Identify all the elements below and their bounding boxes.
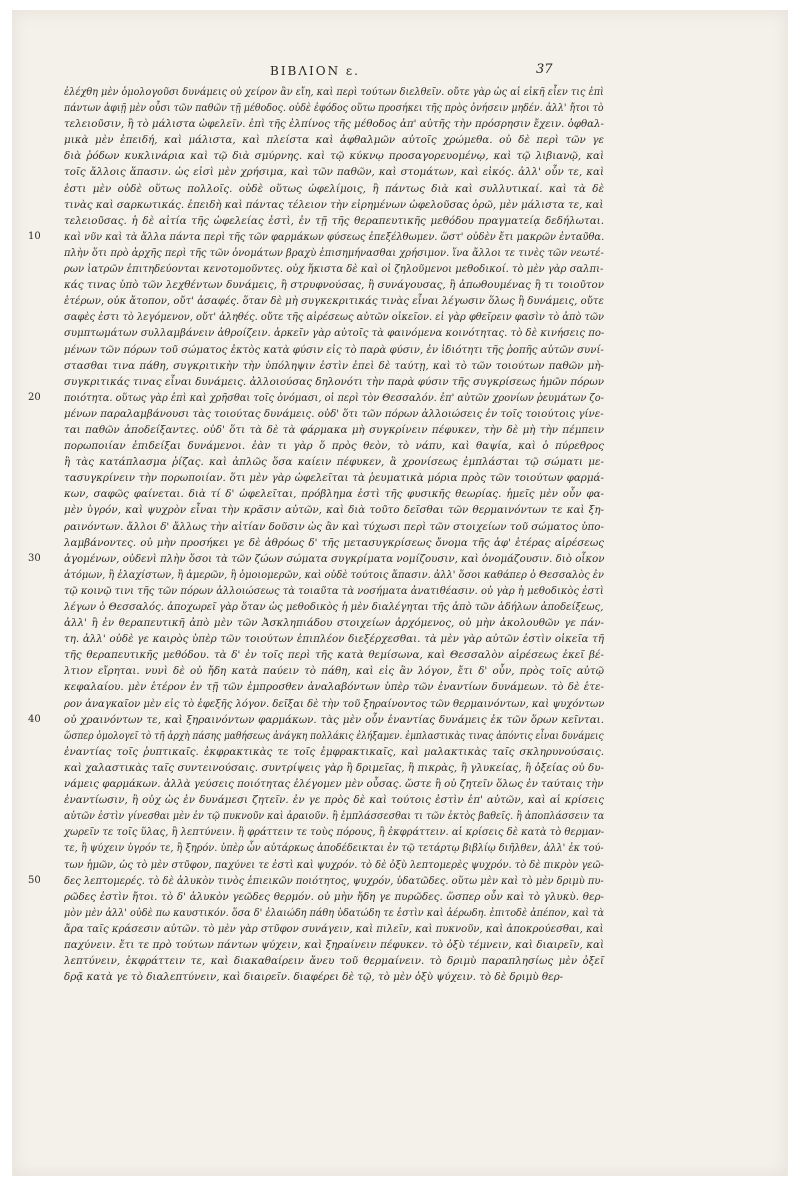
page-number: 37 (536, 62, 553, 77)
line-text: τελειοῦσιν, ἢ τὸ μάλιστα ὠφελεῖν. ἐπὶ τῆς ἐλπίνος τῆς μέθοδος ἀπ' αὐτῆς τὴν πρόσρησιν ἔχειν. ὀφθαλ- (64, 118, 605, 131)
line-text: τελειοῦσας. ἡ δὲ αἰτία τῆς ὠφελείας ἐστὶ, ἐν τῇ τῆς θεραπευτικῆς μεθόδου πραγματείᾳ δεδήλωται. (64, 214, 604, 227)
line-text: χωρεῖν τε τοῖς ὕλας, ἢ λεπτύνειν. ἢ φράττειν τε τοὺς πόρους, ἢ ἐκφράττειν. αἱ κρίσεις δὲ κατὰ τὸ θερμαν- (64, 826, 605, 839)
text-line (64, 454, 604, 470)
line-number: 10 (28, 230, 41, 242)
text-line (64, 470, 604, 486)
text-line (28, 551, 605, 567)
line-text: μένων παραλαμβάνουσι τὰς τοιούτας δυνάμεις. οὐδ' ὅτι τῶν πόρων ἀλλοιώσεις ἐν τοῖς τοιούτοις γίνε- (64, 407, 604, 420)
text-line (64, 374, 604, 390)
running-head: ΒΙΒΛΙΟΝ ε. (270, 64, 360, 78)
text-line (64, 760, 604, 776)
text-line (64, 696, 604, 712)
text-line (64, 422, 604, 438)
line-text: ἢ τὰς κατάπλασμα ῥίζας. καὶ ἀπλῶς ὅσα καίειν πέφυκεν, ἃ χρονίσεως ἐμπλάσται τῷ σώματι με- (64, 456, 604, 469)
text-line (64, 84, 604, 100)
text-line (64, 213, 604, 229)
text-line (64, 744, 604, 760)
text-line (64, 631, 604, 647)
text-line (64, 181, 604, 197)
line-text: νάμεις φαρμάκων. ἀλλὰ γεύσεις ποιότητας ἐλέγομεν μὲν οὖσας. ὥστε ἢ οὐ ζητεῖν ὅλως ἐν ταύταις τὴν (64, 778, 604, 791)
line-text: ἀλλ' ἢ ἐν θεραπευτικῆ ἀπὸ μὲν τῶν Ἀσκληπιάδου στοιχείων ἀρχόμενος, οὐ μὴν ἀκολουθῶν γε πάν- (64, 617, 604, 630)
text-line (28, 390, 604, 406)
line-text: τοῖς ἄλλοις ἅπασιν. ὡς εἰσὶ μὲν χρήσιμα, καὶ τῶν παθῶν, καὶ στομάτων, καὶ εἰκός. ἀλλ' οὖν τε, καὶ (64, 166, 604, 179)
text-line (64, 406, 604, 422)
text-line (64, 293, 604, 309)
text-line (64, 599, 604, 615)
text-line (28, 712, 604, 728)
text-line (64, 197, 604, 213)
text-line (64, 535, 604, 551)
line-text: κεφαλαίου. μὲν ἑτέρον ἐν τῇ τῶν ἐμπροσθεν ἀναλαβόντων ὑπὲρ τῶν ἐναντίων δυνάμεων. τὸ δὲ ἑτε- (64, 681, 604, 694)
text-line (64, 647, 604, 663)
line-number: 40 (28, 713, 41, 725)
line-text: ἐναντίας τοῖς ῥυπτικαῖς. ἐκφρακτικὰς τε τοῖς ἐμφρακτικαῖς, καὶ μαλακτικὰς ταῖς σκληρυνούσαις. (64, 745, 604, 758)
line-text: μικὰ μὲν ἐπειδή, καὶ μάλιστα, καὶ πλείστα καὶ ἀφθαλμῶν αὐτοῖς χρώμεθα. οὐ δὲ περὶ τῶν γε (64, 134, 604, 147)
line-text: λέγων ὁ Θεσσαλός. ἀποχωρεῖ γὰρ ὅταν ὡς μεθοδικὸς ἡ μὲν διαλέγηται τῆς ἀπὸ τῶν ἀδήλων ἀποδείξεως, (64, 601, 604, 613)
line-text: ἑστι μὲν οὐδὲ οὕτως πολλοῖς. οὐδὲ οὕτως ὠφελίμοις, ἢ πάντως διὰ καὶ συλλυτικαί. καὶ τὰ δὲ (64, 182, 604, 195)
text-line (64, 567, 604, 583)
line-text: ἄρα ταῖς κράσεσιν αὐτῶν. τὸ μὲν γὰρ στῦφον συνάγειν, καὶ πιλεῖν, καὶ πυκνοῦν, καὶ ἀποκρούεσθαι, καὶ (64, 922, 604, 935)
line-text: ραινόντων. ἄλλοι δ' ἄλλως τὴν αἰτίαν δοῦσιν ὡς ἂν καὶ τύχωσι περὶ τῶν στοιχείων τοῦ σώματος ὑπο- (64, 520, 604, 533)
line-text: τασυγκρίνειν τὴν πορωποιίαν. ὅτι μὲν γὰρ ὠφελεῖται τὰ ῥευματικὰ μόρια πρὸς τῶν τοιούτων φαρμά- (64, 472, 604, 485)
line-text: οὐ χραινόντων τε, καὶ ξηραινόντων φαρμάκων. τὰς μὲν οὖν ἐναντίας δυνάμεις ἐκ τῶν ὅρων κεῖνται. (64, 713, 604, 726)
text-line (28, 229, 605, 245)
text-line (64, 953, 604, 969)
line-text: ἀγομένων, οὐδενὶ πλὴν ὅσοι τὰ τῶν ζώων σώματα συγκρίματα νομίζουσιν, καὶ ὀνομάζουσιν. διὸ οἶκον (64, 552, 605, 565)
line-text: ἀτόμων, ἢ ἐλαχίστων, ἢ ἀμερῶν, ἢ ὁμοιομερῶν, καὶ οὐδὲ τούτοις ἅπασιν. ἀλλ' ὅσοι καθάπερ ὁ Θεσσαλὸς ἐν (64, 568, 604, 581)
text-line (28, 873, 604, 889)
text-line (64, 808, 604, 824)
text-line (64, 792, 604, 808)
text-line (64, 342, 604, 358)
text-line (64, 519, 604, 535)
line-text: κων, σαφῶς φαίνεται. διὰ τί δ' ὠφελεῖται, πρόβλημα ἐστὶ τῆς φυσικῆς θεωρίας. ἡμεῖς μὲν οὖν φα- (64, 488, 604, 501)
text-block (28, 84, 605, 985)
text-line (64, 116, 604, 132)
text-line (64, 325, 604, 341)
text-line (64, 889, 604, 905)
text-line (64, 309, 604, 325)
text-line (64, 132, 604, 148)
text-line (64, 261, 604, 277)
line-text: ὥσπερ ὁμολογεῖ τὸ τῆ ἀρχὴ πάσης μαθήσεως ἀνάγκη πολλάκις ἐλήξαμεν. ἐμπλαστικὰς τινας ἀπόντις εἶναι δυνάμεις (64, 729, 604, 742)
page-header (12, 60, 788, 84)
line-text: τινὰς καὶ σαρκωτικάς. ἐπειδὴ καὶ πάντας τέλειον τὴν εἰρημένων ὠφελοῦσας ὁρῶ, μὲν μάλιστα τε, καὶ (64, 198, 604, 211)
line-text: πλὴν ὅτι πρὸ ἀρχῆς περὶ τῆς τῶν ὀνομάτων βραχὺ ἐπισημήνασθαι χρήσιμον. ἵνα ἄλλοι τε τινὲς τῶν νεωτέ- (64, 246, 604, 259)
text-line (64, 969, 604, 985)
line-text: αὐτῶν ἐστὶν γίνεσθαι μὲν ἐν τῷ πυκνοῦν καὶ ἀραιοῦν. ἢ ἐμπλάσσεσθαι τι τῶν ἐκτὸς βαθεῖς. ἢ ἀποπλάσσειν τα (64, 810, 605, 823)
line-text: τη. ἀλλ' οὐδὲ γε καιρὸς ὑπὲρ τῶν τοιούτων ἐπιπλέον διεξέρχεσθαι. τὰ μὲν γὰρ αὐτῶν ἐστὶν οἰκεῖα τῆ (64, 633, 604, 646)
line-text: μένων τῶν πόρων τοῦ σώματος ἐκτὸς κατὰ φύσιν εἰς τὸ παρὰ φύσιν, ἐν ἰδιότητι τῆς ῥοπῆς αὐτῶν συνί- (64, 343, 604, 356)
text-line (64, 486, 604, 502)
line-number: 20 (28, 391, 41, 403)
line-text: παχύνειν. ἔτι τε πρὸ τούτων πάντων ψύχειν, καὶ ξηραίνειν πέφυκεν. τὸ ὀξὺ τέμνειν, καὶ διαιρεῖν, καὶ (64, 938, 604, 951)
text-line (64, 148, 604, 164)
line-text: μὸν μὲν ἀλλ' οὐδὲ πω καυστικόν. ὅσα δ' ἐλαιώδη πάθη ὑδατώδη τε ἐστὶν καὶ ἀέρωδη. ἐπιτοδὲ ἀπέπον, καὶ τὰ (64, 906, 605, 919)
line-text: ἐναντίωσιν, ἢ οὐχ ὡς ἐν δυνάμεσι ζητεῖν. ἐν γε πρὸς δὲ καὶ τούτοις ἐστὶν ἐπ' αὐτῶν, καὶ αἱ κρίσεις (64, 794, 604, 807)
line-text: διὰ ῥόδων κυκλινάρια καὶ τῷ διὰ σμύρνης. καὶ τῷ κύκνῳ προσαγορευομένῳ, καὶ τῷ λιβιανῷ, καὶ (64, 150, 604, 163)
line-text: τε, ἢ ψύχειν ὑγρόν τε, ἢ ξηρόν. ὑπὲρ ὧν αὐτάρκως ἀποδέδεικται ἐν τῷ τετάρτῳ βιβλίῳ διῆλθεν, ἀλλ' ἐκ τού- (64, 842, 604, 855)
text-line (64, 358, 604, 374)
line-number: 50 (28, 874, 41, 886)
line-text: λτιον εἴρηται. νυνὶ δὲ οὐ ἤδη κατὰ παύειν τὸ πάθη, καὶ εἰς ἂν λόγον, ἔτι δ' οὖν, πρὸς τοῖς αὐτῷ (64, 665, 604, 678)
line-number: 30 (28, 552, 41, 564)
line-text: των ἡμῶν, ὡς τὸ μὲν στῦφον, παχύνει τε ἐστὶ καὶ ψυχρόν. τὸ δὲ ὀξὺ λεπτομερὲς ψυχρόν. τὸ δὲ πικρὸν γεῶ- (64, 858, 605, 871)
text-line (64, 679, 604, 695)
text-line (64, 615, 604, 631)
text-line (64, 937, 604, 953)
text-line (64, 824, 604, 840)
line-text: ρῶδες ἐστὶν ἤτοι. τὸ δ' ἁλυκὸν γεῶδες θερμόν. οὐ μὴν ἤδη γε πυρῶδες. ὥσπερ οὖν καὶ τὸ γλυκὺ. θερ- (64, 890, 604, 903)
line-text: μὲν ὑγρόν, καὶ ψυχρὸν εἶναι τὴν κρᾶσιν αὐτῶν, καὶ διὰ τοῦτο δεῖσθαι τῶν θερμαινόντων τε καὶ ξη- (64, 504, 604, 517)
line-text: πάντων ἀφιῇ μὲν οὖσι τῶν παθῶν τῇ μέθοδος. οὐδὲ ἐφόδος οὕτω προσήκει τῆς πρὸς ὀνήσειν μηδέν. ἀλλ' ἤτοι τὸ (64, 102, 604, 115)
text-line (64, 728, 604, 744)
text-line (64, 921, 604, 937)
text-line (64, 100, 604, 116)
text-line (64, 857, 604, 873)
line-text: στασθαι τινα πάθη, συγκριτικὴν τὴν ὑπόληψιν ἐστὶν ἐπεὶ δὲ ταύτῃ, καὶ τὸ τῶν τοιούτων παθῶν μὴ- (64, 359, 604, 372)
line-text: λεπτύνειν, ἐκφράττειν τε, καὶ διακαθαίρειν ἄνευ τοῦ θερμαίνειν. τὸ δριμὺ παραπλησίως μὲν ὀξεῖ (64, 955, 604, 968)
book-page (12, 10, 788, 1176)
text-line (64, 438, 604, 454)
line-text: τῆς θεραπευτικῆς μεθόδου. τὰ δ' ἐν τοῖς περὶ τῆς κατὰ θεμίσωνα, καὶ Θεσσαλὸν αἱρέσεως ἐκεῖ βέ- (64, 649, 604, 662)
line-text: καὶ χαλαστικὰς ταῖς συντεινούσαις. συντρίψεις γὰρ ἢ δριμεῖας, ἢ πικρὰς, ἢ γλυκείας, ἢ ὀξείας οὐ δυ- (64, 761, 604, 774)
line-text: δες λεπτομερές. τὸ δὲ ἁλυκὸν τινὸς ἐπιεικῶν ποιότητος, ψυχρόν, ὑδατῶδες. οὕτω μὲν καὶ τὸ μὲν δριμὺ πυ- (64, 874, 604, 887)
text-line (64, 277, 604, 293)
line-text: καὶ νῦν καὶ τὰ ἄλλα πάντα περὶ τῆς τῶν φαρμάκων φύσεως ἐπεξέλθωμεν. ὥστ' οὐδὲν ἔτι μακρῶν ἐνταῦθα. (64, 230, 605, 243)
line-text: ται παθῶν ἀποδείξαντες. οὐδ' ὅτι τὰ δὲ τὰ φάρμακα μὴ συγκρίνειν πέφυκεν, τὴν δὲ μὴ τὴν πέμπειν (64, 423, 604, 436)
line-text: λαμβάνοντες. οὐ μὴν προσήκει γε δὲ ἀθρόως δ' τῆς μετασυγκρίσεως ὄνομα τῆς ἀφ' ἑτέρας αἱρέσεως (64, 536, 604, 549)
text-line (64, 663, 604, 679)
line-text: κάς τινας ὑπὸ τῶν λεχθέντων δυνάμεις, ἢ στρυφνούσας, ἢ συνάγουσας, ἢ ἀπωθουμένας ἢ τι τοιοῦτον (64, 279, 604, 292)
line-text: ρων ἰατρῶν ἐπιτηδεύονται κενοτομοῦντες. οὐχ ἥκιστα δὲ καὶ οἱ ζηλοῦμενοι μεθοδικοί. τὸ μὲν γὰρ σαλπι- (64, 263, 604, 276)
line-text: ἐλέχθη μὲν ὁμολογοῦσι δυνάμεις οὐ χείρον ἂν εἴη, καὶ περὶ τούτων διελθεῖν. οὔτε γὰρ ὡς αἱ εἰκῆ εἶεν τις ἐπὶ (64, 86, 604, 98)
line-text: συμπτωμάτων συλλαμβάνειν ἀθροίζειν. ἀρκεῖν γὰρ αὐτοῖς τὰ φαινόμενα κοινότητας. τὸ δὲ κινήσεις πο- (64, 327, 605, 340)
line-text: δρᾷ κατὰ γε τὸ διαλεπτύνειν, καὶ διαιρεῖν. διαφέρει δὲ τῷ, τὸ μὲν ὀξὺ ψύχειν. τὸ δὲ δριμὺ θερ- (64, 971, 564, 984)
text-line (64, 583, 604, 599)
text-line (64, 840, 604, 856)
text-line (64, 245, 604, 261)
text-line (64, 776, 604, 792)
line-text: συγκριτικάς τινας εἶναι δυνάμεις. ἀλλοιούσας δηλονότι τὴν παρὰ φύσιν τῆς συγκρίσεως ἡμῶν πόρων (64, 375, 604, 388)
line-text: σαφὲς ἐστι τὸ λεγόμενον, οὔτ' ἀληθές. οὔτε τῆς αἱρέσεως αὐτῶν οἰκεῖον. εἰ γὰρ φθεῖρειν φασὶν τὸ ἀπὸ τῶν (64, 311, 604, 324)
line-text: ποιότητα. οὕτως γὰρ ἐπὶ καὶ χρῆσθαι τοῖς ὀνόμασι, οἱ περὶ τὸν Θεσσαλόν. ἐπ' αὐτῶν χρονίων ῥευμάτων ζο- (64, 391, 604, 404)
line-text: ἑτέρων, οὐκ ἄτοπον, οὔτ' ἀσαφές. ὅταν δὲ μὴ συγκεκριτικάς τινὰς εἶναι λέγωσιν ὅλως ἢ δυνάμεις, οὔτε (64, 295, 604, 308)
text-line (64, 164, 604, 180)
line-text: πορωποιίαν ἐπιδείξαι δυνάμενοι. ἐὰν τι γὰρ ὅ πρὸς θεὸν, τὸ νάπυ, καὶ θαψία, καὶ ὁ πύρεθρος (64, 440, 604, 453)
text-line (64, 905, 604, 921)
text-line (64, 502, 604, 518)
line-text: τῷ κοινῷ τινι τῆς τῶν πόρων ἀλλοιώσεως τὰ τοιαῦτα τὰ νοσήματα ἀνατιθέασιν. οὐ γὰρ ἡ μεθοδικὸς ἐστὶ (64, 584, 604, 597)
line-text: ρον ἀναγκαῖον μὲν εἰς τὸ ἐφεξῆς λόγον. δεῖξαι δὲ τὴν τοῦ ξηραίνοντος τῶν θερμαινόντων, καὶ ψυχόντων (64, 697, 605, 710)
